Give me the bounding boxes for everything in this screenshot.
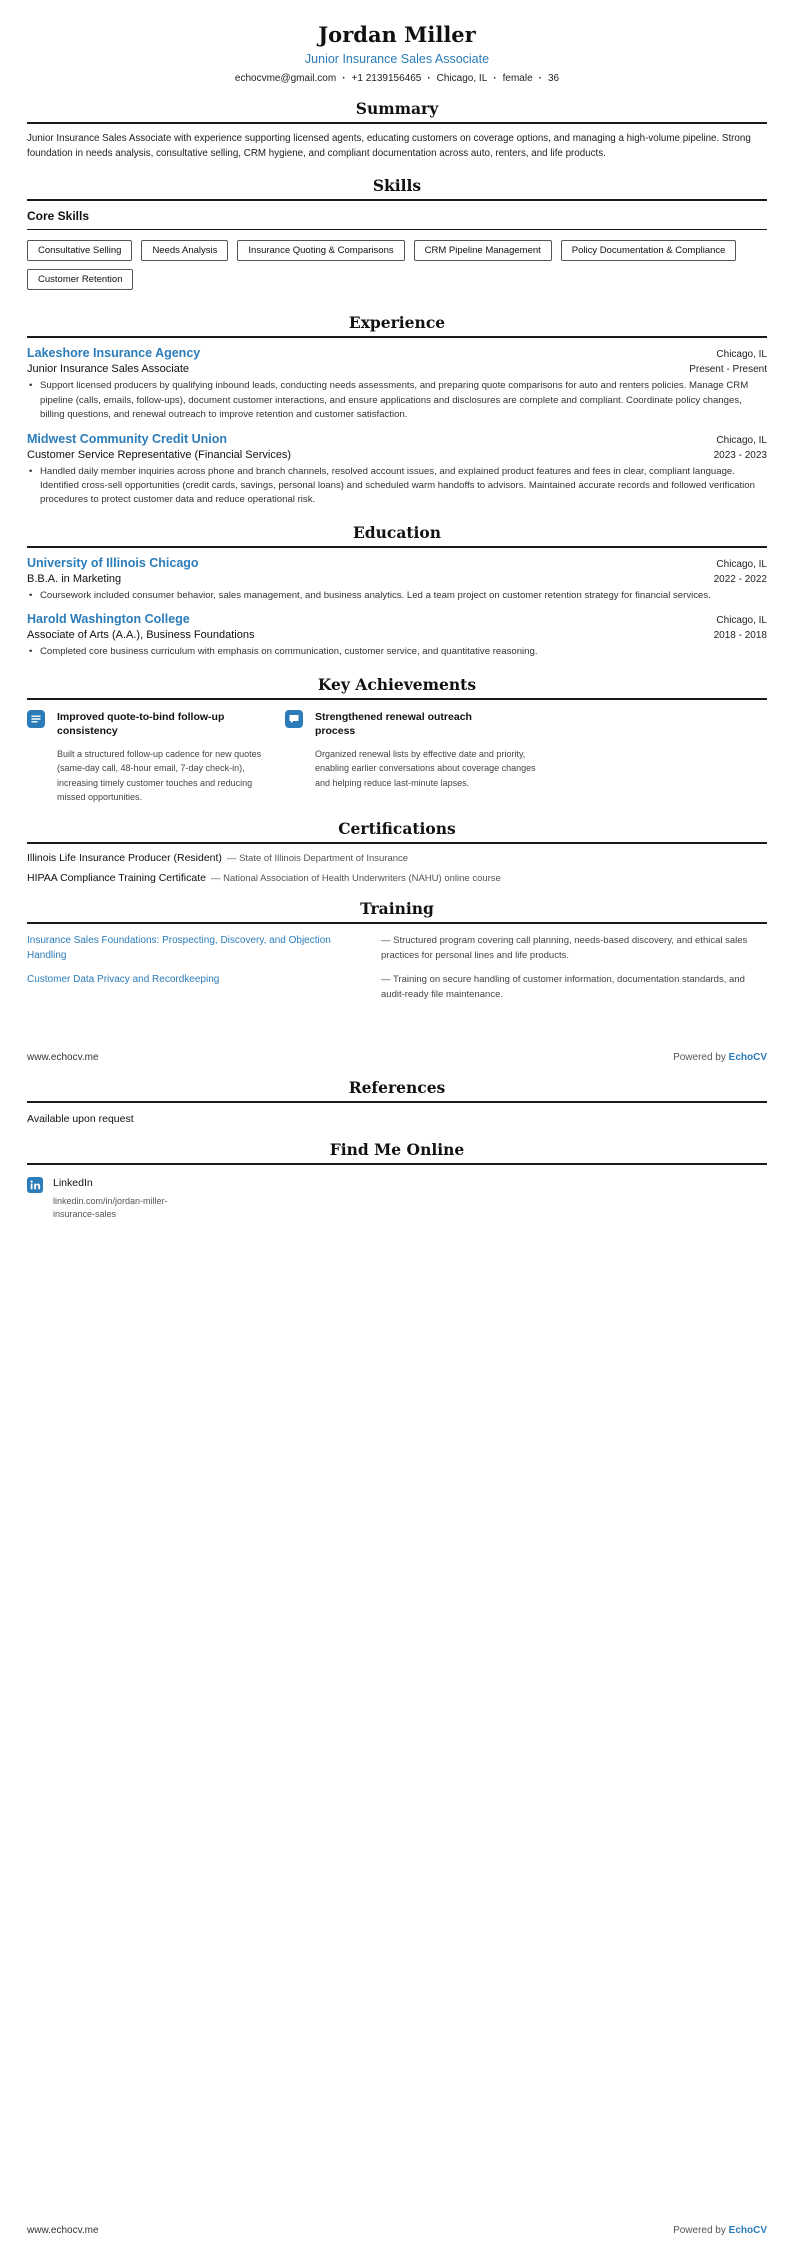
training-course-description: — Structured program covering call planning, needs-based discovery, and ethical sales practices for personal lines and life products.: [381, 935, 748, 961]
role-title: Customer Service Representative (Financial Services): [27, 448, 292, 461]
skills-group-label: Core Skills: [27, 209, 767, 230]
achievement-item: [285, 710, 543, 805]
contact-email: echocvme@gmail.com: [234, 73, 337, 84]
skill-chip: Policy Documentation & Compliance: [561, 240, 737, 261]
training-course-title: Customer Data Privacy and Recordkeeping: [27, 974, 220, 986]
company-location: Chicago, IL: [716, 434, 767, 446]
achievement-description: Built a structured follow-up cadence for new quotes (same-day call, 48-hour email, 7-day check-in), increasing timely customer touches and reducing missed opportunities.: [57, 748, 262, 803]
contact-line: [27, 73, 767, 84]
education-bullet: • Completed core business curriculum with emphasis on communication, customer service, and quantitative reasoning.: [27, 645, 767, 659]
achievement-description: Organized renewal lists by effective date and priority, enabling earlier conversations about coverage changes and helping reduce last-minute lapses.: [315, 748, 536, 788]
education-bullets: [27, 645, 767, 659]
contact-phone: +1 2139156465: [351, 73, 422, 84]
experience-entry-sub: [27, 449, 767, 461]
powered-by: [673, 1052, 767, 1063]
contact-separator: ·: [493, 73, 497, 84]
powered-by-prefix: Powered by: [673, 2225, 729, 2236]
online-profile-url[interactable]: linkedin.com/in/jordan-miller-insurance-sales: [53, 1195, 168, 1220]
experience-entry: [27, 346, 767, 422]
skills-chip-list: [27, 240, 767, 298]
certification-item: [27, 872, 767, 884]
education-bullet: • Coursework included consumer behavior, sales management, and business analytics. Led a team project on customer retention strategy for financial services.: [27, 589, 767, 603]
achievements-heading: Key Achievements: [27, 675, 767, 700]
summary-text: Junior Insurance Sales Associate with experience supporting licensed agents, educating customers on coverage options, and managing a high-volume pipeline. Strong foundation in needs analysis, consultative selling, CRM hygiene, and compliant documentation across auto, renters, and life products.: [27, 133, 751, 159]
contact-age: 36: [547, 73, 560, 84]
education-heading: Education: [27, 523, 767, 548]
brand-link[interactable]: EchoCV: [728, 1051, 767, 1063]
certification-item: [27, 852, 767, 864]
contact-separator: ·: [538, 73, 542, 84]
experience-entry-head: [27, 346, 767, 360]
role-dates: 2023 - 2023: [713, 449, 767, 461]
degree-title: B.B.A. in Marketing: [27, 572, 122, 585]
section-find-me-online: [27, 1140, 767, 1222]
certification-issuer: — State of Illinois Department of Insurance: [226, 853, 409, 865]
degree-dates: 2018 - 2018: [713, 630, 767, 642]
powered-by: [673, 2225, 767, 2236]
experience-bullet: • Handled daily member inquiries across phone and branch channels, resolved account issues, and explained product features and fees in clear, compliant language. Identified cross-sell opportunities (credit cards, savings, personal loans) and scheduled warm handoffs to advisors. Maintained accurate records and followed verification procedures to protect customer data and reduce operational risk.: [27, 465, 767, 508]
references-heading: References: [27, 1078, 767, 1103]
certifications-heading: Certifications: [27, 819, 767, 844]
skills-heading: Skills: [27, 176, 767, 201]
speech-bubble-icon: [285, 710, 303, 728]
role-title: Junior Insurance Sales Associate: [27, 363, 190, 376]
contact-location: Chicago, IL: [436, 73, 488, 84]
section-training: [27, 899, 767, 1002]
section-references: [27, 1078, 767, 1125]
online-profile-label: LinkedIn: [53, 1176, 93, 1189]
training-item: [27, 972, 767, 1002]
degree-title: Associate of Arts (A.A.), Business Foundations: [27, 629, 255, 642]
checklist-icon: [27, 710, 45, 728]
section-education: [27, 523, 767, 660]
training-heading: Training: [27, 899, 767, 924]
training-course-description: — Training on secure handling of customer information, documentation standards, and audit-ready file maintenance.: [381, 974, 745, 1000]
section-achievements: [27, 675, 767, 805]
contact-separator: ·: [427, 73, 431, 84]
company-name: Lakeshore Insurance Agency: [27, 346, 201, 361]
school-location: Chicago, IL: [716, 615, 767, 627]
experience-heading: Experience: [27, 313, 767, 338]
section-certifications: [27, 819, 767, 884]
skill-chip: Consultative Selling: [27, 240, 132, 261]
education-bullets: [27, 589, 767, 603]
certification-issuer: — National Association of Health Underwriters (NAHU) online course: [210, 873, 501, 885]
skill-chip: CRM Pipeline Management: [414, 240, 552, 261]
summary-heading: Summary: [27, 99, 767, 124]
linkedin-icon: [27, 1177, 43, 1193]
company-name: Midwest Community Credit Union: [27, 431, 227, 446]
achievement-item: [27, 710, 285, 805]
education-entry-sub: [27, 629, 767, 641]
degree-dates: 2022 - 2022: [713, 573, 767, 585]
section-experience: [27, 313, 767, 507]
education-entry-head: [27, 556, 767, 570]
education-entry-head: [27, 612, 767, 626]
company-location: Chicago, IL: [716, 349, 767, 361]
online-profile-item: [27, 1177, 767, 1222]
education-entry: [27, 556, 767, 603]
skill-chip: Needs Analysis: [141, 240, 228, 261]
experience-bullets: [27, 379, 767, 422]
skill-chip: Customer Retention: [27, 269, 133, 290]
page-footer-bottom: [27, 2225, 767, 2236]
powered-by-prefix: Powered by: [673, 1051, 729, 1063]
footer-site-link[interactable]: www.echocv.me: [27, 2225, 99, 2236]
contact-separator: ·: [342, 73, 346, 84]
skill-chip: Insurance Quoting & Comparisons: [237, 240, 404, 261]
experience-entry-sub: [27, 363, 767, 375]
footer-site-link[interactable]: www.echocv.me: [27, 1051, 99, 1063]
experience-entry-head: [27, 432, 767, 446]
experience-entry: [27, 432, 767, 508]
training-item: [27, 933, 767, 963]
section-skills: [27, 176, 767, 298]
section-summary: [27, 99, 767, 161]
education-entry-sub: [27, 573, 767, 585]
school-location: Chicago, IL: [716, 558, 767, 570]
references-text: Available upon request: [27, 1112, 134, 1125]
person-name: Jordan Miller: [318, 22, 476, 47]
achievement-body: [315, 710, 540, 805]
school-name: Harold Washington College: [27, 612, 190, 627]
role-dates: Present - Present: [689, 364, 767, 376]
experience-bullets: [27, 465, 767, 508]
achievement-title: Strengthened renewal outreach process: [315, 710, 472, 737]
online-profile-body: [53, 1177, 203, 1222]
education-entry: [27, 612, 767, 659]
certification-name: Illinois Life Insurance Producer (Resident): [27, 852, 222, 865]
achievement-title: Improved quote-to-bind follow-up consistency: [57, 710, 225, 737]
experience-bullet: • Support licensed producers by qualifying inbound leads, conducting needs assessments, and preparing quote comparisons for auto and renters policies. Manage CRM pipeline (calls, emails, follow-ups), document customer interactions, and ensure applications and disclosures are complete and compliant. Coordinate policy changes, billing questions, and renewal outreach to improve retention and customer satisfaction.: [27, 379, 767, 422]
school-name: University of Illinois Chicago: [27, 555, 199, 570]
contact-gender: female: [502, 73, 533, 84]
achievements-grid: [27, 710, 767, 805]
brand-link[interactable]: EchoCV: [728, 2225, 767, 2236]
person-job-title: Junior Insurance Sales Associate: [304, 52, 490, 66]
find-me-online-heading: Find Me Online: [27, 1140, 767, 1165]
achievement-body: [57, 710, 282, 805]
certification-name: HIPAA Compliance Training Certificate: [27, 872, 206, 885]
page-footer: [27, 1052, 767, 1063]
training-course-title: Insurance Sales Foundations: Prospecting, Discovery, and Objection Handling: [27, 935, 331, 962]
